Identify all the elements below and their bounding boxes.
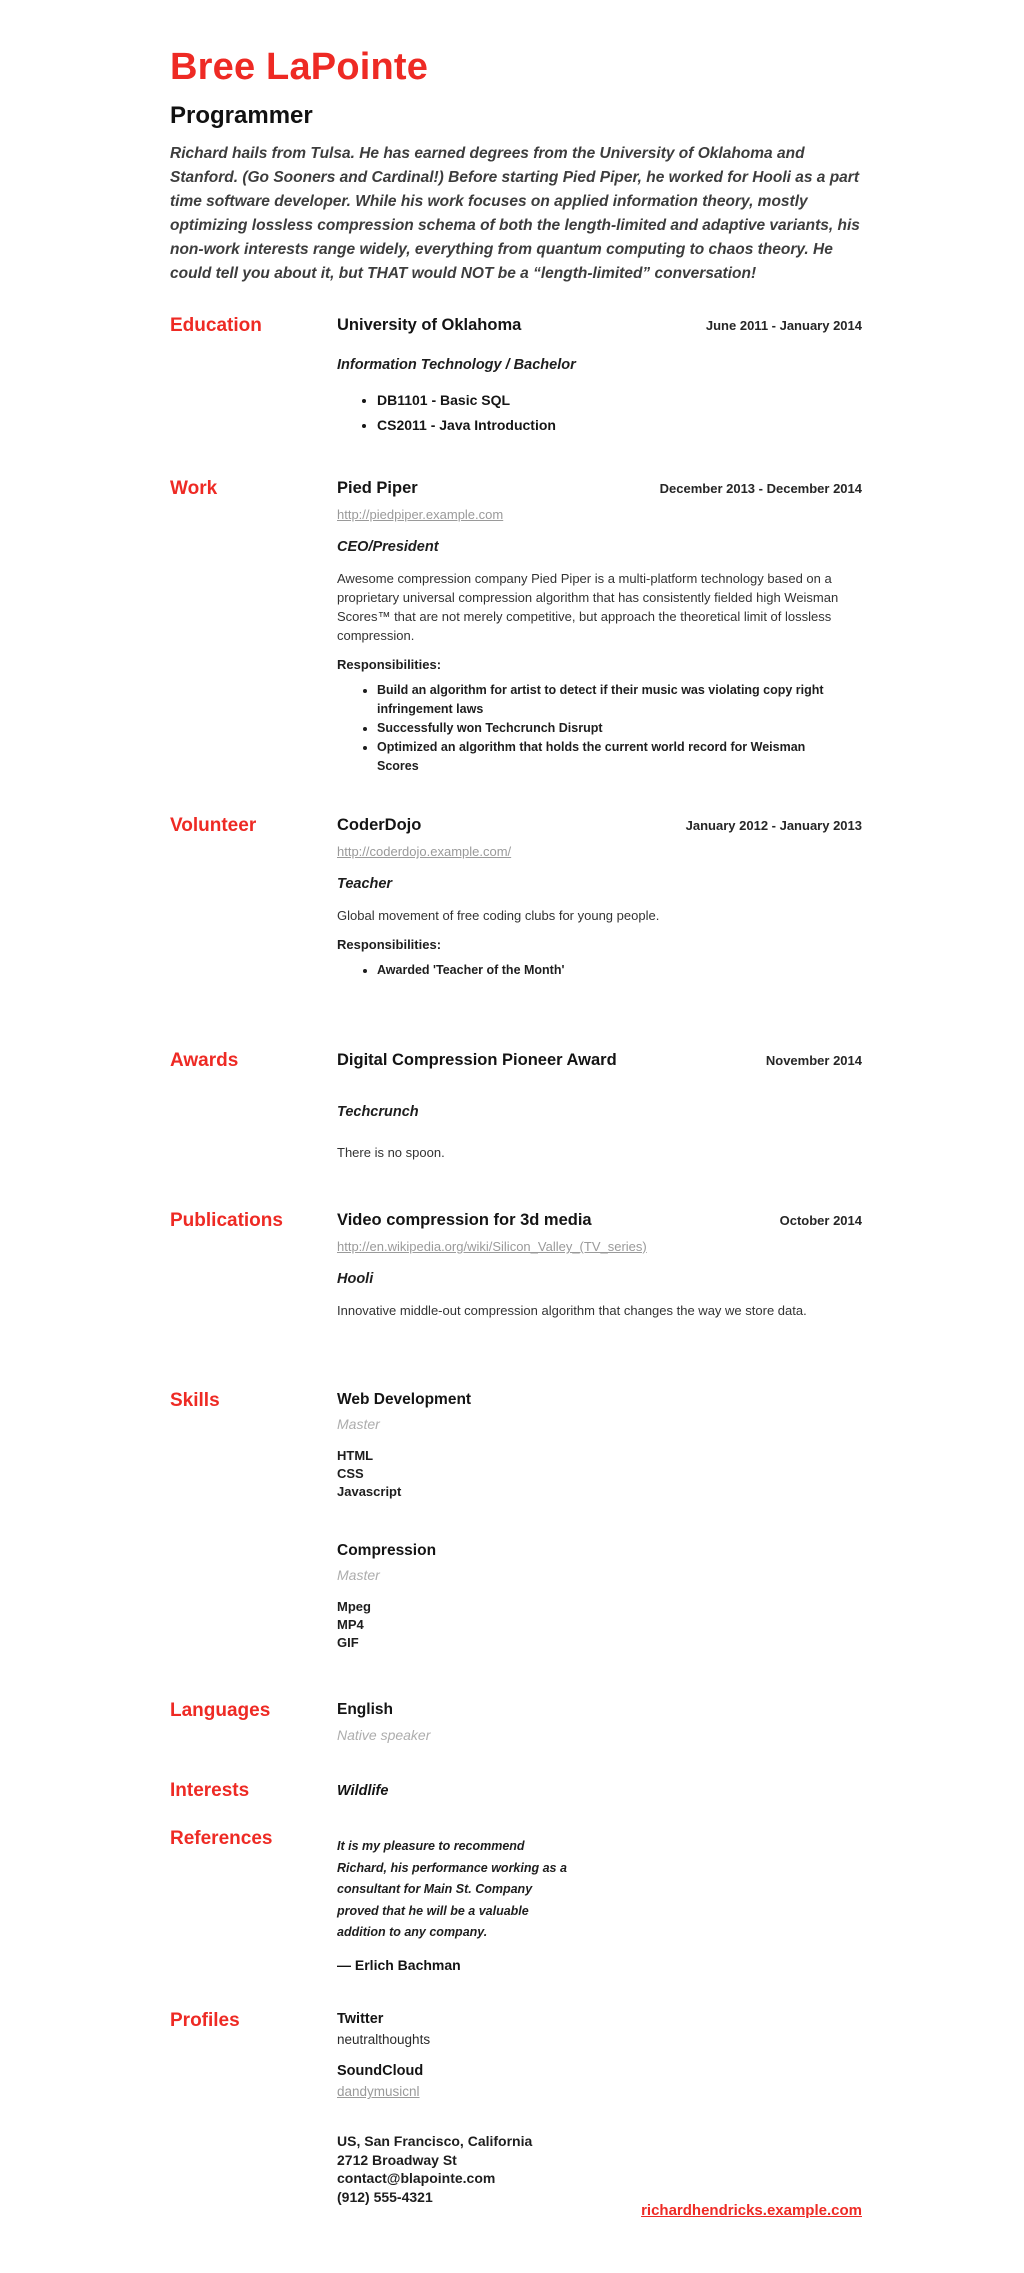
profile-item bbox=[337, 2010, 862, 2048]
work-highlight-list bbox=[337, 681, 862, 776]
skill-keyword: MP4 bbox=[337, 1617, 364, 1632]
section-label-skills: Skills bbox=[170, 1390, 220, 1411]
section-languages bbox=[170, 1700, 862, 1744]
languages-body bbox=[337, 1700, 862, 1744]
skill-keyword: CSS bbox=[337, 1466, 364, 1481]
soundcloud-username-link[interactable]: dandymusicnl bbox=[337, 2084, 420, 2099]
skill-keyword-list bbox=[337, 1598, 862, 1652]
work-highlight: • Build an algorithm for artist to detect if their music was violating copy right infringement laws bbox=[377, 681, 827, 719]
summary-text: Richard hails from Tulsa. He has earned degrees from the University of Oklahoma and Stanford. (Go Sooners and Cardinal!) Before starting Pied Piper, he worked for Hooli as a part time software developer. While his work focuses on applied information theory, mostly optimizing lossless compression schema of both the length-limited and adaptive variants, his non-work interests range widely, everything from quantum computing to chaos theory. He could tell you about it, but THAT would NOT be a “length-limited” conversation! bbox=[170, 145, 860, 282]
work-summary: Awesome compression company Pied Piper is a multi-platform technology based on a proprietary universal compression algorithm that has consistently fielded high Weisman Scores™ that are not merely competitive, but approach the theoretical limit of lossless compression. bbox=[337, 571, 839, 643]
work-company: Pied Piper bbox=[337, 479, 418, 497]
course-item: • CS2011 - Java Introduction bbox=[377, 413, 862, 438]
personal-website-link[interactable]: richardhendricks.example.com bbox=[641, 2202, 862, 2219]
skill-keyword-list bbox=[337, 1447, 862, 1501]
section-publications bbox=[170, 1210, 862, 1320]
work-website-link[interactable]: http://piedpiper.example.com bbox=[337, 507, 504, 522]
award-title: Digital Compression Pioneer Award bbox=[337, 1051, 617, 1069]
contact-location: US, San Francisco, California bbox=[337, 2133, 533, 2149]
contact-phone: (912) 555-4321 bbox=[337, 2188, 433, 2205]
work-dates: December 2013 - December 2014 bbox=[659, 481, 862, 496]
role-heading: Programmer bbox=[170, 102, 313, 129]
award-summary: There is no spoon. bbox=[337, 1145, 445, 1160]
work-highlight: • Optimized an algorithm that holds the current world record for Weisman Scores bbox=[377, 738, 827, 776]
profile-network: Twitter bbox=[337, 2011, 384, 2027]
skill-keyword: Mpeg bbox=[337, 1599, 371, 1614]
profile-network: SoundCloud bbox=[337, 2063, 424, 2079]
section-profiles bbox=[170, 2010, 862, 2100]
education-body bbox=[337, 315, 862, 438]
interests-body bbox=[337, 1780, 862, 1800]
section-label-references: References bbox=[170, 1828, 273, 1849]
section-references bbox=[170, 1828, 862, 1974]
skill-level: Master bbox=[337, 1416, 380, 1432]
award-header-row bbox=[337, 1050, 862, 1071]
volunteer-highlight-list bbox=[337, 961, 862, 980]
volunteer-header-row bbox=[337, 815, 862, 836]
section-label-publications: Publications bbox=[170, 1210, 283, 1231]
skill-group bbox=[337, 1390, 862, 1501]
header bbox=[170, 46, 862, 286]
section-interests bbox=[170, 1780, 862, 1800]
education-institution: University of Oklahoma bbox=[337, 316, 522, 334]
awards-body bbox=[337, 1050, 862, 1162]
section-volunteer bbox=[170, 815, 862, 980]
publication-link[interactable]: http://en.wikipedia.org/wiki/Silicon_Valley_(TV_series) bbox=[337, 1239, 647, 1254]
skills-body bbox=[337, 1390, 862, 1652]
course-item: • DB1101 - Basic SQL bbox=[377, 388, 862, 413]
language-fluency: Native speaker bbox=[337, 1727, 431, 1743]
skill-name: Web Development bbox=[337, 1391, 472, 1408]
work-position: CEO/President bbox=[337, 539, 439, 555]
profile-username bbox=[337, 2083, 862, 2100]
section-label-work: Work bbox=[170, 478, 218, 499]
volunteer-body bbox=[337, 815, 862, 980]
section-label-interests: Interests bbox=[170, 1780, 250, 1801]
volunteer-responsibilities-label: Responsibilities: bbox=[337, 937, 442, 952]
language-name: English bbox=[337, 1701, 393, 1718]
contact-email: contact@blapointe.com bbox=[337, 2170, 496, 2186]
section-skills bbox=[170, 1390, 862, 1652]
profiles-body bbox=[337, 2010, 862, 2100]
work-header-row bbox=[337, 478, 862, 499]
section-education bbox=[170, 315, 862, 438]
section-label-awards: Awards bbox=[170, 1050, 239, 1071]
publication-title: Video compression for 3d media bbox=[337, 1211, 592, 1229]
publication-summary: Innovative middle-out compression algorithm that changes the way we store data. bbox=[337, 1303, 807, 1318]
reference-author: — Erlich Bachman bbox=[337, 1956, 461, 1973]
section-label-profiles: Profiles bbox=[170, 2010, 240, 2031]
volunteer-website-link[interactable]: http://coderdojo.example.com/ bbox=[337, 844, 512, 859]
volunteer-summary: Global movement of free coding clubs for young people. bbox=[337, 908, 660, 923]
publications-body bbox=[337, 1210, 862, 1320]
education-course-list bbox=[337, 388, 862, 438]
publication-date: October 2014 bbox=[779, 1213, 862, 1228]
skill-keyword: GIF bbox=[337, 1635, 359, 1650]
section-label-volunteer: Volunteer bbox=[170, 815, 257, 836]
section-label-education: Education bbox=[170, 315, 262, 336]
contact-street: 2712 Broadway St bbox=[337, 2151, 457, 2168]
skill-level: Master bbox=[337, 1567, 380, 1583]
education-header-row bbox=[337, 315, 862, 336]
section-label-languages: Languages bbox=[170, 1700, 271, 1721]
profile-username: neutralthoughts bbox=[337, 2032, 431, 2047]
work-responsibilities-label: Responsibilities: bbox=[337, 657, 442, 672]
name-heading: Bree LaPointe bbox=[170, 46, 429, 88]
volunteer-organization: CoderDojo bbox=[337, 816, 422, 834]
work-highlight: • Successfully won Techcrunch Disrupt bbox=[377, 719, 827, 738]
skill-keyword: Javascript bbox=[337, 1484, 402, 1499]
volunteer-dates: January 2012 - January 2013 bbox=[685, 818, 862, 833]
interest-name: Wildlife bbox=[337, 1783, 389, 1799]
contact-address-block bbox=[337, 2132, 532, 2206]
publication-header-row bbox=[337, 1210, 862, 1231]
volunteer-position: Teacher bbox=[337, 876, 393, 892]
award-awarder: Techcrunch bbox=[337, 1104, 419, 1120]
references-body bbox=[337, 1836, 862, 1974]
work-body bbox=[337, 478, 862, 776]
award-date: November 2014 bbox=[765, 1053, 862, 1068]
skill-keyword: HTML bbox=[337, 1448, 374, 1463]
reference-quote: It is my pleasure to recommend Richard, his performance working as a consultant for Main St. Company proved that he will be a valuable addition to any company. bbox=[337, 1839, 567, 1939]
section-awards bbox=[170, 1050, 862, 1162]
skill-group bbox=[337, 1541, 862, 1652]
skill-name: Compression bbox=[337, 1542, 437, 1559]
profile-item bbox=[337, 2062, 862, 2100]
education-dates: June 2011 - January 2014 bbox=[705, 318, 862, 333]
volunteer-highlight: • Awarded 'Teacher of the Month' bbox=[377, 961, 827, 980]
publication-publisher: Hooli bbox=[337, 1271, 374, 1287]
section-work bbox=[170, 478, 862, 776]
education-degree: Information Technology / Bachelor bbox=[337, 357, 576, 373]
